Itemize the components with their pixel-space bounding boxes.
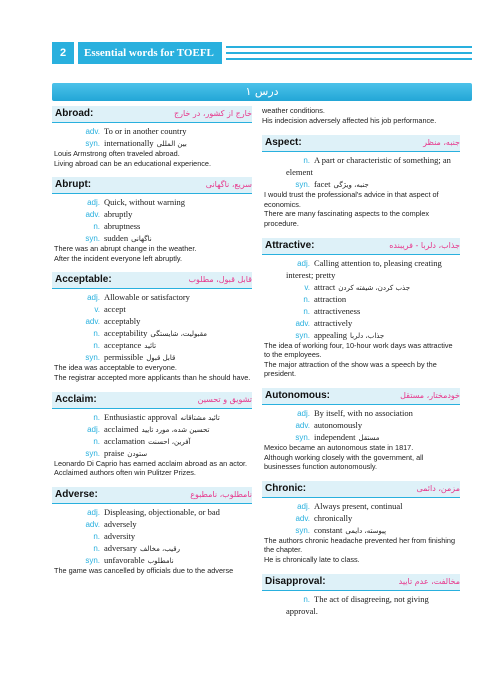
headword: Abrupt:	[55, 179, 92, 191]
headword-bar	[52, 272, 252, 289]
definition-text: autonomously	[314, 419, 363, 430]
definition-line	[286, 500, 460, 512]
definition-text: Displeasing, objectionable, or bad	[104, 506, 220, 517]
part-of-speech: syn.	[85, 448, 100, 458]
headword-bar	[52, 106, 252, 123]
definition-list	[262, 498, 460, 536]
definition-line	[76, 423, 252, 435]
part-of-speech: adj.	[87, 198, 100, 208]
headword-bar	[52, 177, 252, 194]
definition-text: acceptance	[104, 340, 142, 351]
definition-line	[76, 554, 252, 566]
part-of-speech: syn.	[295, 525, 310, 535]
headword-bar	[52, 392, 252, 409]
headword: Adverse:	[55, 488, 98, 500]
definition-text: By itself, with no association	[314, 407, 413, 418]
definition-translation: ستودن	[127, 449, 148, 458]
part-of-speech: adj.	[87, 293, 100, 303]
example-sentence: I would trust the professional's advice in that aspect of economics.	[264, 190, 439, 209]
definition-line	[76, 542, 252, 554]
definition-translation: پیوسته، دایمی	[345, 526, 387, 535]
example-sentence: Louis Armstrong often traveled abroad.	[54, 149, 180, 158]
definition-text: abruptly	[104, 209, 133, 220]
definition-line	[76, 315, 252, 327]
definition-line	[286, 281, 460, 293]
definition-text: unfavorable	[104, 554, 145, 565]
definition-text: facet	[314, 179, 331, 190]
definition-line	[76, 137, 252, 149]
headword-translation: جذاب، دلربا - فریبنده	[389, 240, 460, 250]
definition-line	[76, 303, 252, 315]
part-of-speech: adj.	[87, 507, 100, 517]
part-of-speech: syn.	[295, 180, 310, 190]
part-of-speech: n.	[93, 412, 100, 422]
definition-list	[52, 194, 252, 244]
definition-translation: جذب کردن، شیفته کردن	[338, 283, 411, 292]
definition-line	[76, 506, 252, 518]
headword-translation: خارج از کشور، در خارج	[173, 109, 252, 118]
part-of-speech: adv.	[85, 317, 100, 327]
headword: Abroad:	[55, 108, 94, 119]
definition-line	[76, 351, 252, 363]
definition-line	[76, 125, 252, 137]
definition-line	[76, 232, 252, 244]
definition-line	[76, 339, 252, 351]
header-rule	[226, 58, 472, 60]
example-sentence: Leonardo Di Caprio has earned acclaim abroad as an actor.	[54, 458, 248, 468]
definition-text: attract	[314, 281, 336, 292]
definition-text: The act of disagreeing, not giving approval.	[286, 593, 429, 616]
continued-text: weather conditions.	[262, 106, 325, 115]
vocab-entry	[262, 574, 460, 617]
part-of-speech: adv.	[295, 318, 310, 328]
example-sentence: There are many fascinating aspects to the complex procedure.	[264, 209, 430, 228]
lesson-title: درس ۱	[245, 85, 279, 98]
part-of-speech: n.	[93, 531, 100, 541]
example-sentence: The game was cancelled by officials due to the adverse	[54, 565, 234, 575]
definition-text: To or in another country	[104, 126, 187, 136]
page-header	[52, 42, 472, 64]
definition-list	[262, 405, 460, 443]
part-of-speech: adj.	[297, 408, 310, 418]
part-of-speech: syn.	[85, 555, 100, 565]
part-of-speech: n.	[303, 594, 310, 604]
headword-bar	[52, 487, 252, 504]
part-of-speech: n.	[93, 436, 100, 446]
definition-list	[262, 591, 460, 617]
definition-line	[76, 530, 252, 542]
definition-line	[286, 407, 460, 419]
example-sentence: The major attraction of the show was a speech by the president.	[264, 359, 437, 379]
headword-bar	[262, 238, 460, 255]
headword-translation: جنبه، منظر	[423, 138, 460, 148]
headword-bar	[262, 388, 460, 405]
definition-text: adversity	[104, 530, 136, 541]
definition-list	[52, 123, 252, 149]
definition-text: attraction	[314, 293, 347, 304]
book-title: Essential words for TOEFL	[78, 42, 222, 64]
definition-text: Calling attention to, pleasing creating interest; pretty	[286, 257, 442, 280]
definition-text: acceptability	[104, 328, 148, 339]
definition-line	[76, 447, 252, 459]
headword: Autonomous:	[265, 389, 330, 401]
definition-list	[52, 289, 252, 363]
headword-translation: تشویق و تحسین	[197, 394, 252, 404]
definition-list	[52, 504, 252, 566]
example-sentence: The registrar accepted more applicants than he should have.	[54, 372, 251, 382]
definition-line	[76, 411, 252, 423]
definition-translation: مستقل	[358, 433, 380, 442]
definition-translation: آفرین، احسنت	[148, 437, 191, 446]
definition-text: acclaimed	[104, 423, 139, 434]
left-column	[52, 106, 252, 584]
definition-line	[286, 329, 460, 341]
vocab-entry	[52, 106, 252, 168]
definition-text: Quick, without warning	[104, 197, 185, 208]
definition-line	[76, 291, 252, 303]
definition-translation: جنبه، ویژگی	[333, 181, 369, 190]
definition-text: accept	[104, 304, 126, 315]
part-of-speech: adv.	[85, 210, 100, 220]
definition-line	[76, 208, 252, 220]
part-of-speech: adv.	[295, 420, 310, 430]
definition-text: abruptness	[104, 221, 141, 232]
continued-text: His indecision adversely affected his job performance.	[262, 115, 437, 125]
definition-text: attractively	[314, 317, 353, 328]
part-of-speech: adj.	[87, 424, 100, 434]
part-of-speech: n.	[303, 294, 310, 304]
definition-text: adversely	[104, 518, 137, 529]
headword-translation: مخالفت، عدم تایید	[398, 576, 460, 586]
definition-text: permissible	[104, 352, 144, 363]
definition-translation: قابل قبول	[146, 354, 176, 363]
header-rule	[226, 46, 472, 48]
definition-translation: جذاب، دلربا	[350, 331, 385, 340]
example-sentence: The idea was acceptable to everyone.	[54, 363, 177, 373]
definition-translation: ناگهانی	[131, 235, 152, 244]
definition-line	[286, 593, 460, 617]
example-sentence: Although working closely with the government, all businesses function autonomously.	[264, 452, 424, 472]
example-sentence: There was an abrupt change in the weather.	[54, 244, 197, 254]
definition-line	[286, 431, 460, 443]
headword-translation: قابل قبول، مطلوب	[188, 275, 252, 285]
vocab-entry	[52, 392, 252, 478]
definition-text: acclamation	[104, 435, 146, 446]
definition-line	[286, 524, 460, 536]
headword-translation: سریع، ناگهانی	[205, 180, 252, 190]
vocab-entry	[52, 272, 252, 382]
definition-translation: تائید مشتاقانه	[180, 413, 220, 422]
part-of-speech: adv.	[295, 513, 310, 523]
definition-line	[286, 317, 460, 329]
definition-text: praise	[104, 447, 125, 458]
definition-text: constant	[314, 524, 343, 535]
headword-bar	[262, 574, 460, 591]
headword: Acceptable:	[55, 274, 112, 286]
definition-text: independent	[314, 431, 356, 442]
definition-translation: رقیب، مخالف	[140, 544, 181, 553]
vocab-entry	[262, 481, 460, 565]
definition-line	[286, 293, 460, 305]
part-of-speech: adj.	[297, 258, 310, 268]
definition-text: sudden	[104, 233, 129, 244]
headword: Chronic:	[265, 482, 307, 494]
part-of-speech: syn.	[85, 234, 100, 244]
headword-translation: نامطلوب، نامطبوع	[190, 489, 252, 499]
definition-line	[286, 305, 460, 317]
header-rule	[226, 52, 472, 54]
definition-line	[286, 178, 460, 190]
part-of-speech: v.	[304, 282, 310, 292]
definition-text: acceptably	[104, 316, 141, 327]
example-sentence: Mexico became an autonomous state in 1817.	[264, 442, 414, 452]
example-sentence: The authors chronic headache prevented her from finishing the chapter.	[264, 535, 456, 555]
headword: Acclaim:	[55, 393, 97, 405]
definition-text: attractiveness	[314, 305, 361, 316]
example-sentence: The idea of working four, 10-hour work days was attractive to the employees.	[264, 340, 453, 360]
vocab-entry	[52, 177, 252, 263]
definition-text: internationally	[104, 138, 154, 148]
part-of-speech: syn.	[295, 432, 310, 442]
part-of-speech: n.	[93, 543, 100, 553]
definition-line	[76, 196, 252, 208]
definition-line	[286, 257, 460, 281]
definition-line	[76, 435, 252, 447]
headword: Disapproval:	[265, 575, 326, 587]
example-sentence: Acclaimed authors often win Pulitzer Prizes.	[54, 468, 196, 478]
definition-translation: مقبولیت، شایستگی	[150, 330, 208, 339]
example-sentence: Living abroad can be an educational experience.	[54, 158, 211, 168]
definition-text: Allowable or satisfactory	[104, 292, 190, 303]
definition-list	[262, 255, 460, 341]
definition-text: chronically	[314, 512, 353, 523]
headword: Aspect:	[265, 137, 302, 149]
definition-line	[286, 154, 460, 178]
definition-text: Always present, continual	[314, 500, 403, 511]
headword-bar	[262, 135, 460, 152]
headword-bar	[262, 481, 460, 498]
definition-list	[52, 409, 252, 459]
definition-translation: تائید	[144, 342, 157, 351]
definition-list	[262, 152, 460, 190]
definition-text: A part or characteristic of something; an element	[286, 155, 451, 178]
definition-line	[286, 512, 460, 524]
vocab-entry	[262, 388, 460, 472]
lesson-banner	[52, 83, 472, 101]
example-sentence: He is chronically late to class.	[264, 554, 360, 564]
continued-example	[262, 106, 460, 125]
page-number: 2	[52, 42, 74, 64]
vocab-entry	[262, 238, 460, 379]
definition-line	[76, 220, 252, 232]
headword: Attractive:	[265, 239, 315, 251]
definition-line	[76, 518, 252, 530]
headword-translation: خودمختار، مستقل	[400, 390, 460, 400]
definition-text: adversary	[104, 542, 138, 553]
definition-line	[286, 419, 460, 431]
vocab-entry	[52, 487, 252, 576]
part-of-speech: adv.	[85, 519, 100, 529]
example-sentence: After the incident everyone left abruptly.	[54, 253, 183, 263]
definition-line	[76, 327, 252, 339]
part-of-speech: n.	[303, 306, 310, 316]
vocab-entry	[262, 135, 460, 228]
part-of-speech: adj.	[297, 501, 310, 511]
headword-translation: مزمن، دائمی	[416, 483, 460, 493]
part-of-speech: v.	[94, 305, 100, 315]
definition-translation: نامطلوب	[147, 556, 174, 565]
part-of-speech: syn.	[85, 353, 100, 363]
part-of-speech: syn.	[295, 330, 310, 340]
right-column	[262, 106, 460, 626]
part-of-speech: n.	[93, 341, 100, 351]
part-of-speech: n.	[93, 329, 100, 339]
definition-translation: بین المللی	[156, 140, 187, 148]
part-of-speech: syn.	[85, 139, 100, 148]
definition-text: Enthusiastic approval	[104, 411, 178, 422]
part-of-speech: n.	[303, 156, 310, 166]
part-of-speech: n.	[93, 222, 100, 232]
part-of-speech: adv.	[85, 127, 100, 136]
definition-text: appealing	[314, 329, 348, 340]
definition-translation: تحسین شده، مورد تایید	[141, 425, 210, 434]
